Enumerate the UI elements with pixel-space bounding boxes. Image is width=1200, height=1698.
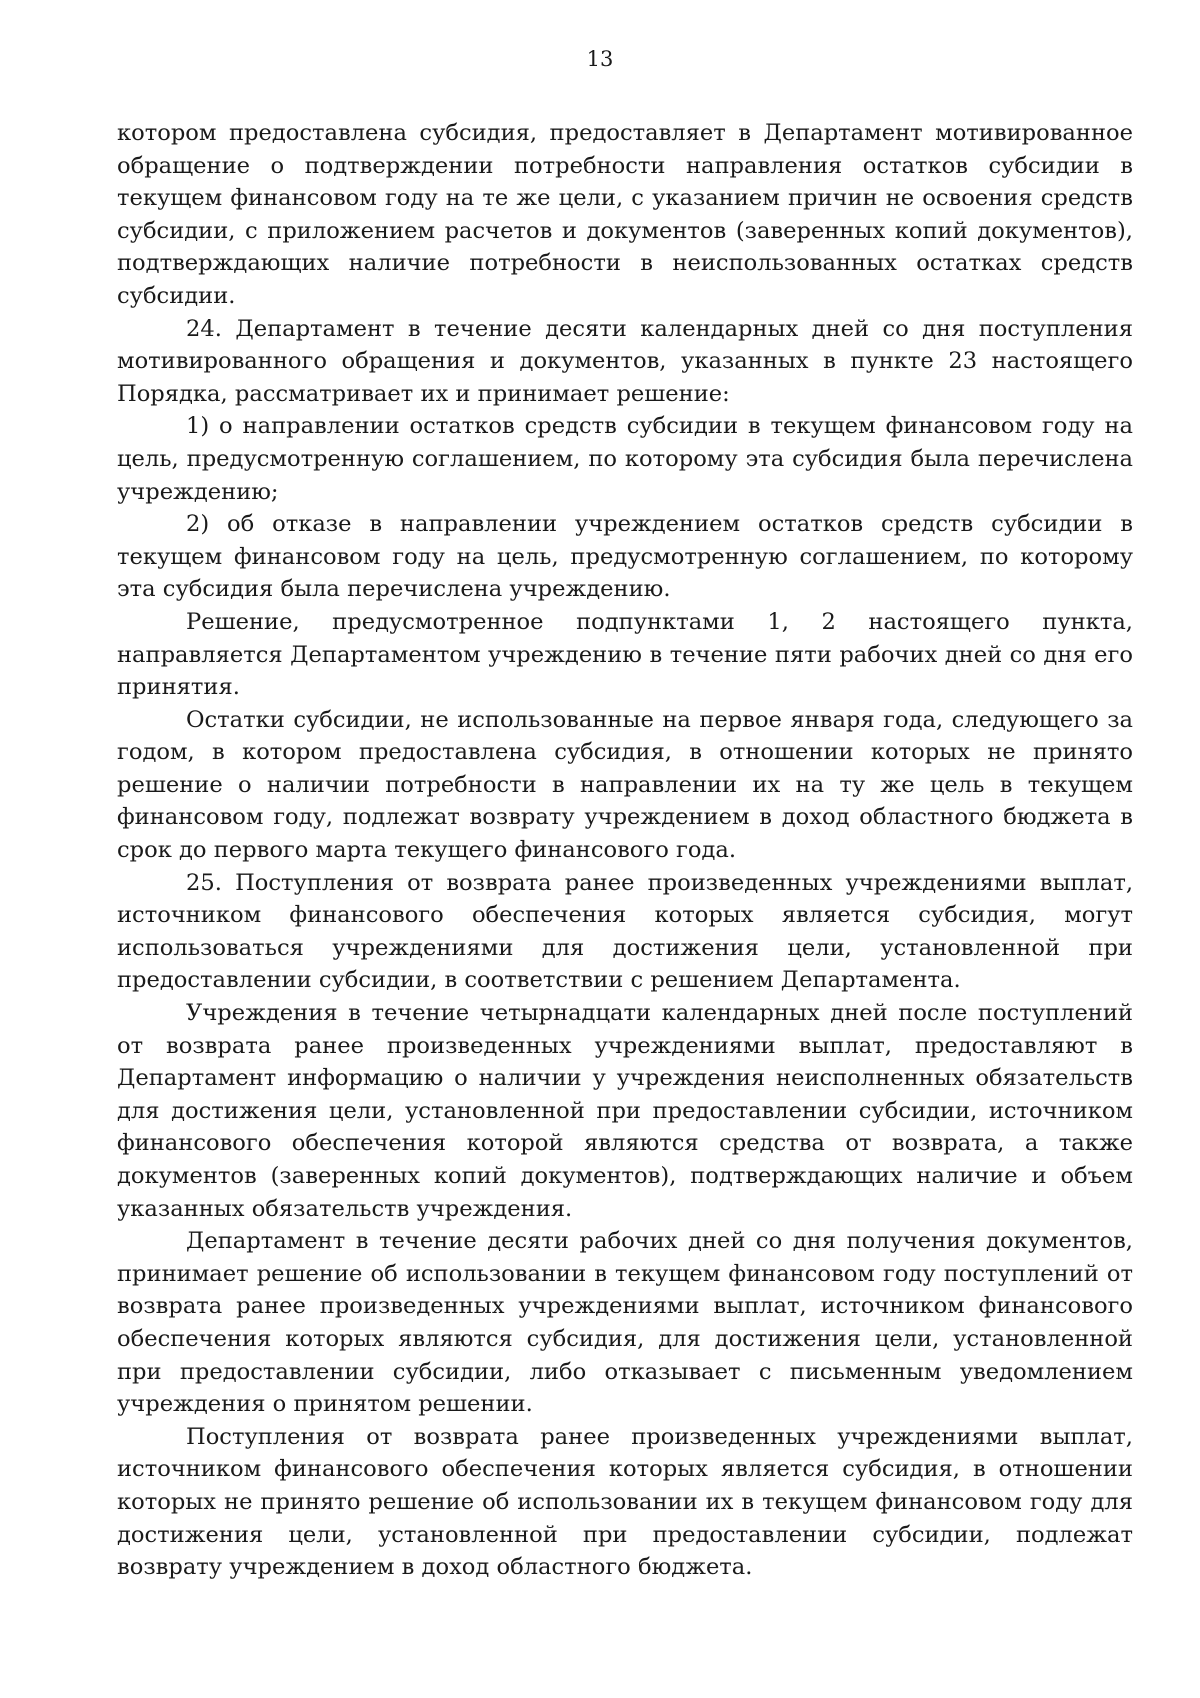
paragraph-department-decision: Департамент в течение десяти рабочих дней со дня получения документов, принимает решение об использовании в текущем финансовом году поступлений от возврата ранее произведенных учреждениями выплат, источником финансового обеспечения которых являются субсидия, для достижения цели, установленной при предоставлении субсидии, либо отказывает с письменным уведомлением учреждения о принятом решении. (117, 1228, 1133, 1418)
paragraph-subitem-2: 2) об отказе в направлении учреждением остатков средств субсидии в текущем финансовом году на цель, предусмотренную соглашением, по которому эта субсидия была перечислена учреждению. (117, 511, 1133, 603)
paragraph-item-25: 25. Поступления от возврата ранее произведенных учреждениями выплат, источником финансового обеспечения которых является субсидия, могут использоваться учреждениями для достижения цели, установленной при предоставлении субсидии, в соответствии с решением Департамента. (117, 869, 1133, 994)
document-body (117, 117, 1133, 1584)
paragraph-subitem-1: 1) о направлении остатков средств субсидии в текущем финансовом году на цель, предусмотренную соглашением, по которому эта субсидия была перечислена учреждению; (117, 413, 1133, 505)
paragraph-decision: Решение, предусмотренное подпунктами 1, 2 настоящего пункта, направляется Департаментом учреждению в течение пяти рабочих дней со дня его принятия. (117, 608, 1133, 701)
paragraph-item-24: 24. Департамент в течение десяти календарных дней со дня поступления мотивированного обращения и документов, указанных в пункте 23 настоящего Порядка, рассматривает их и принимает решение: (117, 315, 1133, 407)
paragraph-continuation: котором предоставлена субсидия, предоставляет в Департамент мотивированное обращение о подтверждении потребности направления остатков субсидии в текущем финансовом году на те же цели, с указанием причин не освоения средств субсидии, с приложением расчетов и документов (заверенных копий документов), подтверждающих наличие потребности в неиспользованных остатках средств субсидии. (117, 120, 1133, 309)
paragraph-remaining-balances: Остатки субсидии, не использованные на первое января года, следующего за годом, в котором предоставлена субсидия, в отношении которых не принято решение о наличии потребности в направлении их на ту же цель в текущем финансовом году, подлежат возврату учреждением в доход областного бюджета в срок до первого марта текущего финансового года. (117, 706, 1133, 864)
paragraph-institutions-info: Учреждения в течение четырнадцати календарных дней после поступлений от возврата ранее произведенных учреждениями выплат, предоставляют в Департамент информацию о наличии у учреждения неисполненных обязательств для достижения цели, установленной при предоставлении субсидии, источником финансового обеспечения которой являются средства от возврата, а также документов (заверенных копий документов), подтверждающих наличие и объем указанных обязательств учреждения. (117, 1000, 1133, 1222)
paragraph-return-to-budget: Поступления от возврата ранее произведенных учреждениями выплат, источником финансового обеспечения которых является субсидия, в отношении которых не принято решение об использовании их в текущем финансовом году для достижения цели, установленной при предоставлении субсидии, подлежат возврату учреждением в доход областного бюджета. (117, 1423, 1133, 1581)
page-number: 13 (586, 47, 614, 71)
